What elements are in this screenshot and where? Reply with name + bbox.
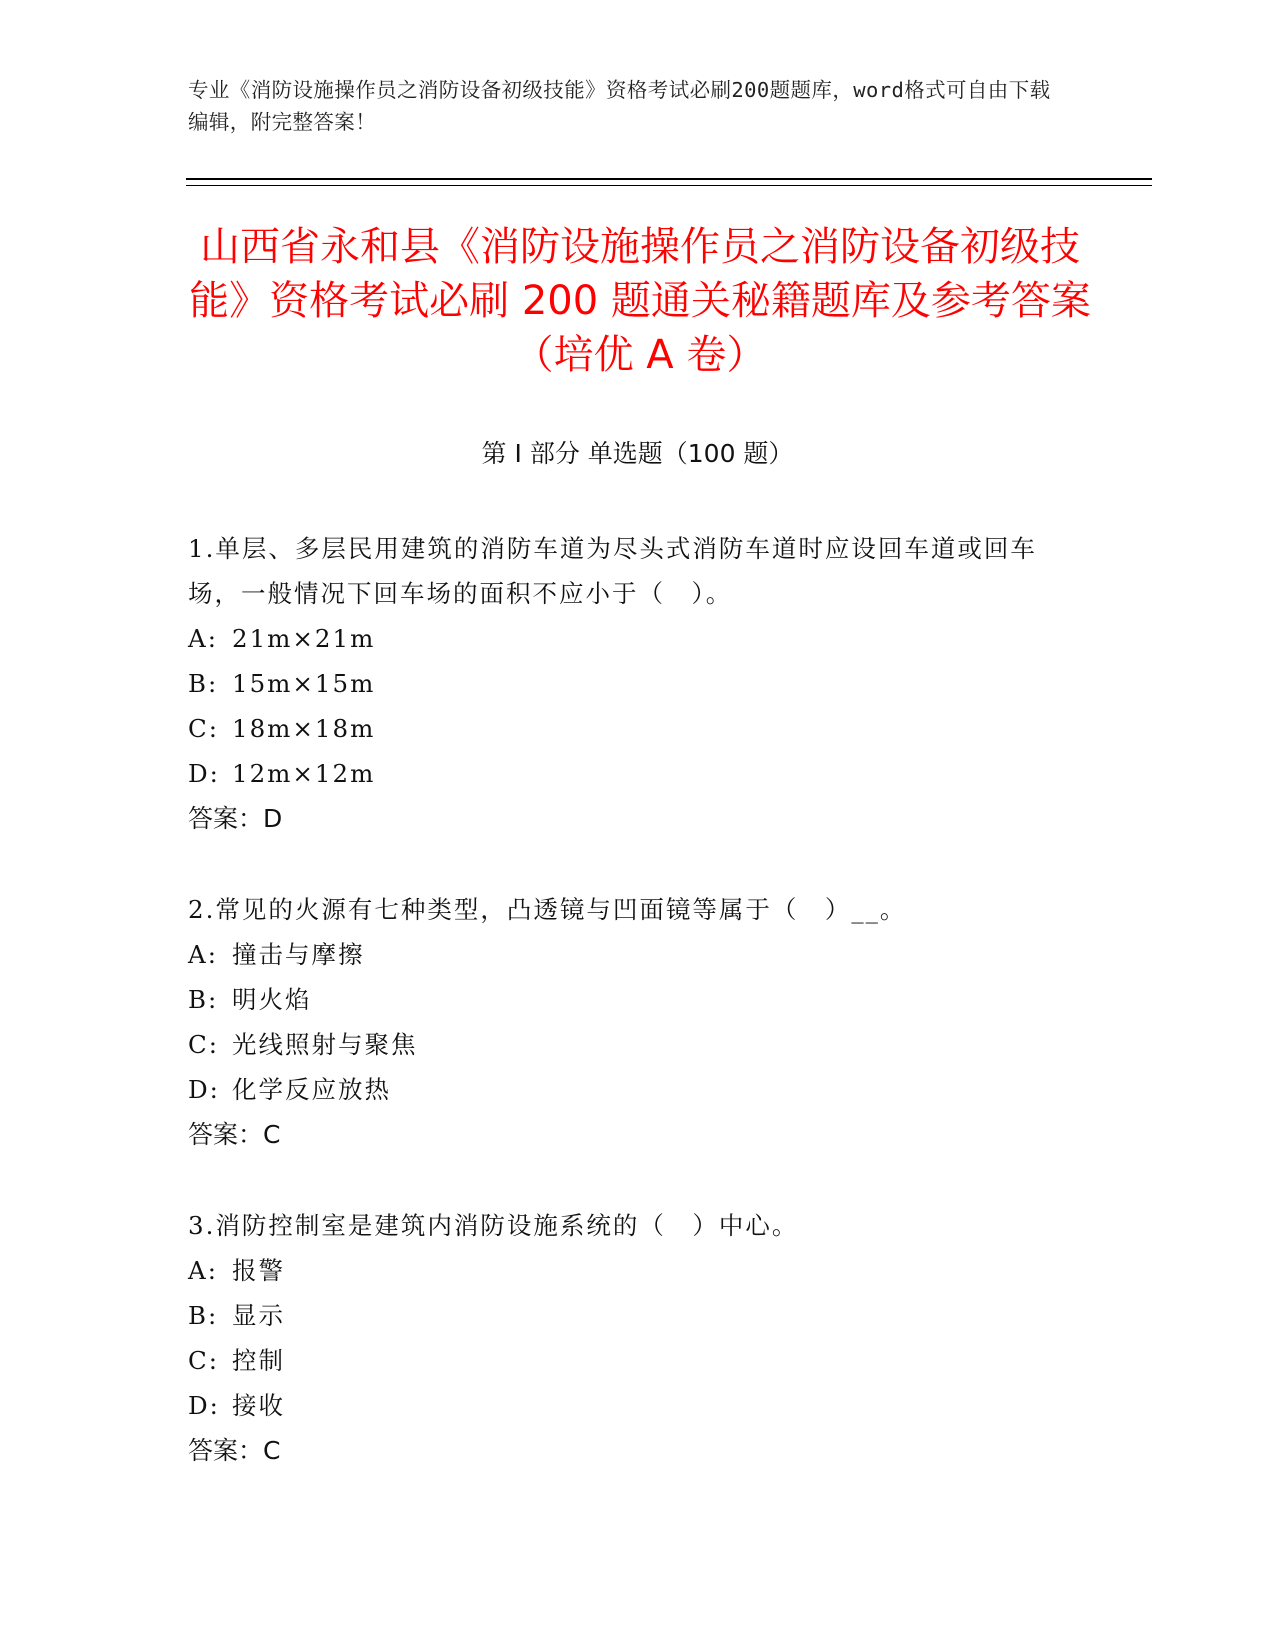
option-text: 光线照射与聚焦 (232, 1030, 418, 1059)
option-key: D: (188, 759, 220, 788)
option-text: 接收 (232, 1391, 285, 1420)
question-1 (188, 526, 1068, 841)
option-b (188, 977, 1068, 1022)
question-list (188, 526, 1068, 1519)
option-key: D: (188, 1391, 220, 1420)
option-key: D: (188, 1075, 220, 1104)
question-text: 1.单层、多层民用建筑的消防车道为尽头式消防车道时应设回车道或回车场，一般情况下回车场的面积不应小于（ ）。 (188, 534, 1037, 608)
option-text: 控制 (232, 1346, 285, 1375)
option-key: A: (188, 940, 218, 969)
option-d (188, 751, 1068, 796)
option-c (188, 706, 1068, 751)
option-text: 15m×15m (232, 669, 376, 698)
option-a (188, 1248, 1068, 1293)
option-text: 12m×12m (232, 759, 376, 788)
answer: 答案：D (188, 804, 283, 833)
option-key: B: (188, 669, 219, 698)
option-key: C: (188, 1030, 220, 1059)
option-key: B: (188, 1301, 219, 1330)
option-text: 明火焰 (232, 985, 312, 1014)
option-text: 撞击与摩擦 (232, 940, 365, 969)
option-key: C: (188, 714, 220, 743)
option-text: 21m×21m (232, 624, 376, 653)
option-b (188, 661, 1068, 706)
option-d (188, 1067, 1068, 1112)
option-key: C: (188, 1346, 220, 1375)
option-text: 18m×18m (232, 714, 376, 743)
option-key: A: (188, 624, 218, 653)
option-c (188, 1022, 1068, 1067)
question-3 (188, 1203, 1068, 1473)
header-note: 专业《消防设施操作员之消防设备初级技能》资格考试必刷200题题库，word格式可自由下载编辑，附完整答案！ (188, 78, 1051, 134)
question-text: 3.消防控制室是建筑内消防设施系统的（ ）中心。 (188, 1211, 799, 1240)
option-a (188, 616, 1068, 661)
answer: 答案：C (188, 1120, 281, 1149)
option-text: 显示 (232, 1301, 285, 1330)
section-title: 第 I 部分 单选题（100 题） (481, 439, 794, 468)
question-2 (188, 887, 1068, 1157)
document-title: 山西省永和县《消防设施操作员之消防设备初级技能》资格考试必刷 200 题通关秘籍题库及参考答案（培优 A 卷） (189, 224, 1091, 378)
header-rule-thick (186, 178, 1152, 180)
header-rule-thin (186, 185, 1152, 186)
option-key: A: (188, 1256, 218, 1285)
option-key: B: (188, 985, 219, 1014)
option-a (188, 932, 1068, 977)
option-d (188, 1383, 1068, 1428)
option-text: 报警 (232, 1256, 285, 1285)
answer: 答案：C (188, 1436, 281, 1465)
option-b (188, 1293, 1068, 1338)
question-text: 2.常见的火源有七种类型，凸透镜与凹面镜等属于（ ）__。 (188, 895, 907, 924)
option-c (188, 1338, 1068, 1383)
option-text: 化学反应放热 (232, 1075, 391, 1104)
